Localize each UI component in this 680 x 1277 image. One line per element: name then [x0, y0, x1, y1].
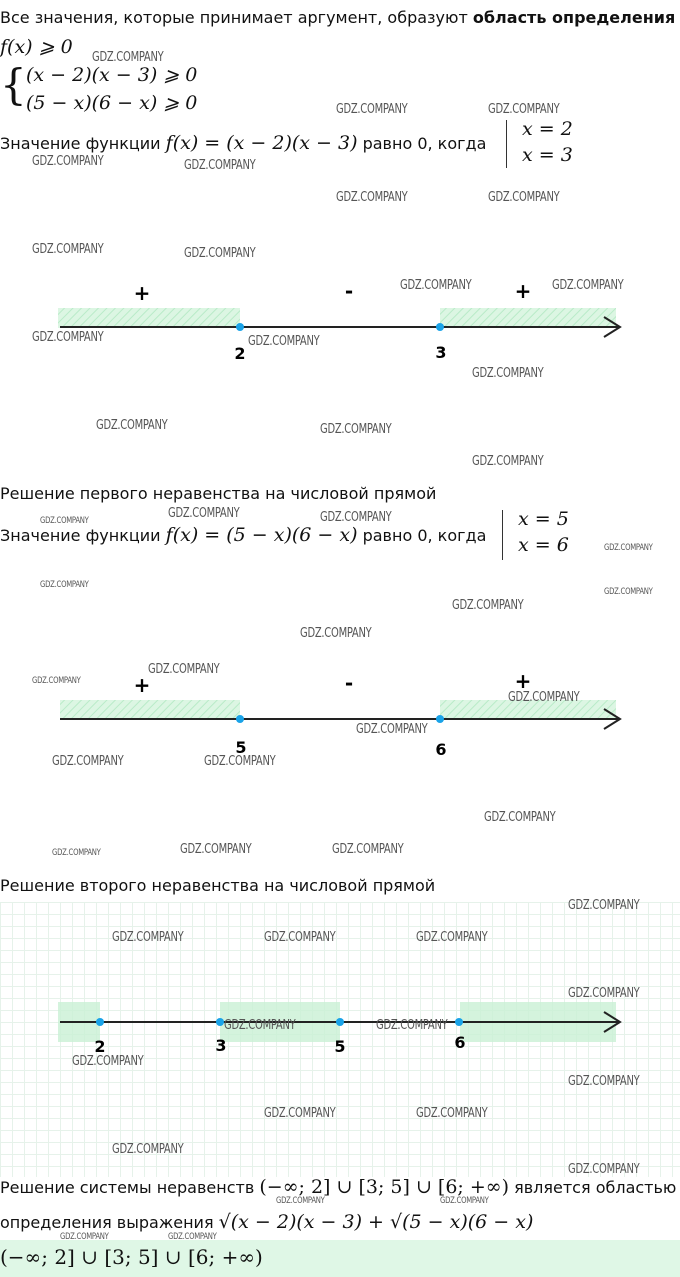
zero1-prefix: Значение функции: [0, 134, 161, 153]
watermark: GDZ.COMPANY: [180, 842, 252, 857]
label-3-6: 6: [454, 1033, 466, 1052]
watermark: GDZ.COMPANY: [32, 676, 81, 686]
label-point-2: 2: [234, 344, 246, 363]
zero1-formula: f(x) = (x − 2)(x − 3): [165, 132, 358, 154]
point-2: [236, 323, 244, 331]
watermark: GDZ.COMPANY: [472, 366, 544, 381]
point-3-2: [96, 1018, 104, 1026]
point-3-3: [216, 1018, 224, 1026]
point-3-5: [336, 1018, 344, 1026]
sign-right-1: +: [514, 279, 532, 303]
label-point-6: 6: [435, 740, 447, 759]
sign-mid-2: -: [344, 671, 354, 695]
caption-1: Решение первого неравенства на числовой прямой: [0, 484, 437, 503]
conclusion-expr: √(x − 2)(x − 3) + √(5 − x)(6 − x): [218, 1211, 534, 1233]
watermark: GDZ.COMPANY: [336, 190, 408, 205]
shade-right-1: [440, 308, 616, 328]
number-line-2: [0, 662, 680, 762]
watermark: GDZ.COMPANY: [40, 580, 89, 590]
watermark: GDZ.COMPANY: [484, 810, 556, 825]
point-6: [436, 715, 444, 723]
watermark: GDZ.COMPANY: [376, 1018, 448, 1033]
watermark: GDZ.COMPANY: [148, 662, 220, 677]
watermark: GDZ.COMPANY: [488, 190, 560, 205]
watermark: GDZ.COMPANY: [32, 330, 104, 345]
watermark: GDZ.COMPANY: [320, 510, 392, 525]
watermark: GDZ.COMPANY: [168, 1232, 217, 1242]
intro-text: [0, 8, 675, 27]
zero2-formula: f(x) = (5 − x)(6 − x): [165, 524, 358, 546]
zero1-root-1: x = 2: [522, 118, 573, 140]
watermark: GDZ.COMPANY: [40, 516, 89, 526]
zero2-suffix: равно 0, когда: [362, 526, 487, 545]
watermark: GDZ.COMPANY: [168, 506, 240, 521]
watermark: GDZ.COMPANY: [60, 1232, 109, 1242]
watermark: GDZ.COMPANY: [604, 543, 653, 553]
intro-bold: область определения: [472, 8, 676, 27]
shade-left-1: [58, 308, 240, 328]
watermark: GDZ.COMPANY: [92, 50, 164, 65]
point-3-6: [455, 1018, 463, 1026]
watermark: GDZ.COMPANY: [72, 1054, 144, 1069]
watermark: GDZ.COMPANY: [356, 722, 428, 737]
sign-mid-1: -: [344, 279, 354, 303]
watermark: GDZ.COMPANY: [332, 842, 404, 857]
answer: (−∞; 2] ∪ [3; 5] ∪ [6; +∞): [0, 1245, 263, 1269]
system-line-1: (x − 2)(x − 3) ⩾ 0: [26, 64, 198, 86]
watermark: GDZ.COMPANY: [568, 1074, 640, 1089]
sign-right-2: +: [514, 669, 532, 693]
label-3-3: 3: [215, 1036, 227, 1055]
label-point-3: 3: [435, 343, 447, 362]
zero1-root-2: x = 3: [522, 144, 573, 166]
watermark: GDZ.COMPANY: [184, 158, 256, 173]
zero1-suffix: равно 0, когда: [362, 134, 487, 153]
label-3-5: 5: [334, 1037, 346, 1056]
zero2-root-2: x = 6: [518, 534, 569, 556]
zero-statement-2: [0, 524, 486, 546]
watermark: GDZ.COMPANY: [416, 1106, 488, 1121]
condition-formula: f(x) ⩾ 0: [0, 36, 73, 58]
watermark: GDZ.COMPANY: [320, 422, 392, 437]
system-brace: {: [0, 60, 27, 109]
shade-left-2: [60, 700, 240, 720]
sign-left-2: +: [133, 673, 151, 697]
roots2-bar: [502, 510, 503, 560]
conclusion-line-1: [0, 1176, 676, 1198]
conclusion-line2-prefix: определения выражения: [0, 1213, 214, 1232]
watermark: GDZ.COMPANY: [52, 848, 101, 858]
caption-2: Решение второго неравенства на числовой прямой: [0, 876, 436, 895]
watermark: GDZ.COMPANY: [568, 1162, 640, 1177]
watermark: GDZ.COMPANY: [452, 598, 524, 613]
conclusion-suffix: является областью: [514, 1178, 677, 1197]
watermark: GDZ.COMPANY: [32, 154, 104, 169]
watermark: GDZ.COMPANY: [416, 930, 488, 945]
label-point-5: 5: [235, 738, 247, 757]
conclusion-line-2: [0, 1211, 533, 1233]
sign-left-1: +: [133, 281, 151, 305]
zero2-prefix: Значение функции: [0, 526, 161, 545]
roots1-bar: [506, 120, 507, 168]
watermark: GDZ.COMPANY: [508, 690, 580, 705]
watermark: GDZ.COMPANY: [204, 754, 276, 769]
point-3: [436, 323, 444, 331]
watermark: GDZ.COMPANY: [96, 418, 168, 433]
watermark: GDZ.COMPANY: [112, 1142, 184, 1157]
zero-statement-1: [0, 132, 486, 154]
point-5: [236, 715, 244, 723]
watermark: GDZ.COMPANY: [488, 102, 560, 117]
system-line-2: (5 − x)(6 − x) ⩾ 0: [26, 92, 198, 114]
watermark: GDZ.COMPANY: [248, 334, 320, 349]
watermark: GDZ.COMPANY: [264, 930, 336, 945]
watermark: GDZ.COMPANY: [568, 986, 640, 1001]
watermark: GDZ.COMPANY: [276, 1196, 325, 1206]
watermark: GDZ.COMPANY: [472, 454, 544, 469]
watermark: GDZ.COMPANY: [264, 1106, 336, 1121]
watermark: GDZ.COMPANY: [336, 102, 408, 117]
watermark: GDZ.COMPANY: [552, 278, 624, 293]
watermark: GDZ.COMPANY: [112, 930, 184, 945]
watermark: GDZ.COMPANY: [224, 1018, 296, 1033]
zero2-root-1: x = 5: [518, 508, 569, 530]
label-3-2: 2: [94, 1037, 106, 1056]
watermark: GDZ.COMPANY: [568, 898, 640, 913]
conclusion-set: (−∞; 2] ∪ [3; 5] ∪ [6; +∞): [259, 1176, 510, 1198]
watermark: GDZ.COMPANY: [52, 754, 124, 769]
watermark: GDZ.COMPANY: [400, 278, 472, 293]
watermark: GDZ.COMPANY: [300, 626, 372, 641]
watermark: GDZ.COMPANY: [440, 1196, 489, 1206]
intro-plain: Все значения, которые принимает аргумент, образуют: [0, 8, 473, 27]
conclusion-prefix: Решение системы неравенств: [0, 1178, 255, 1197]
watermark: GDZ.COMPANY: [184, 246, 256, 261]
watermark: GDZ.COMPANY: [32, 242, 104, 257]
watermark: GDZ.COMPANY: [604, 587, 653, 597]
